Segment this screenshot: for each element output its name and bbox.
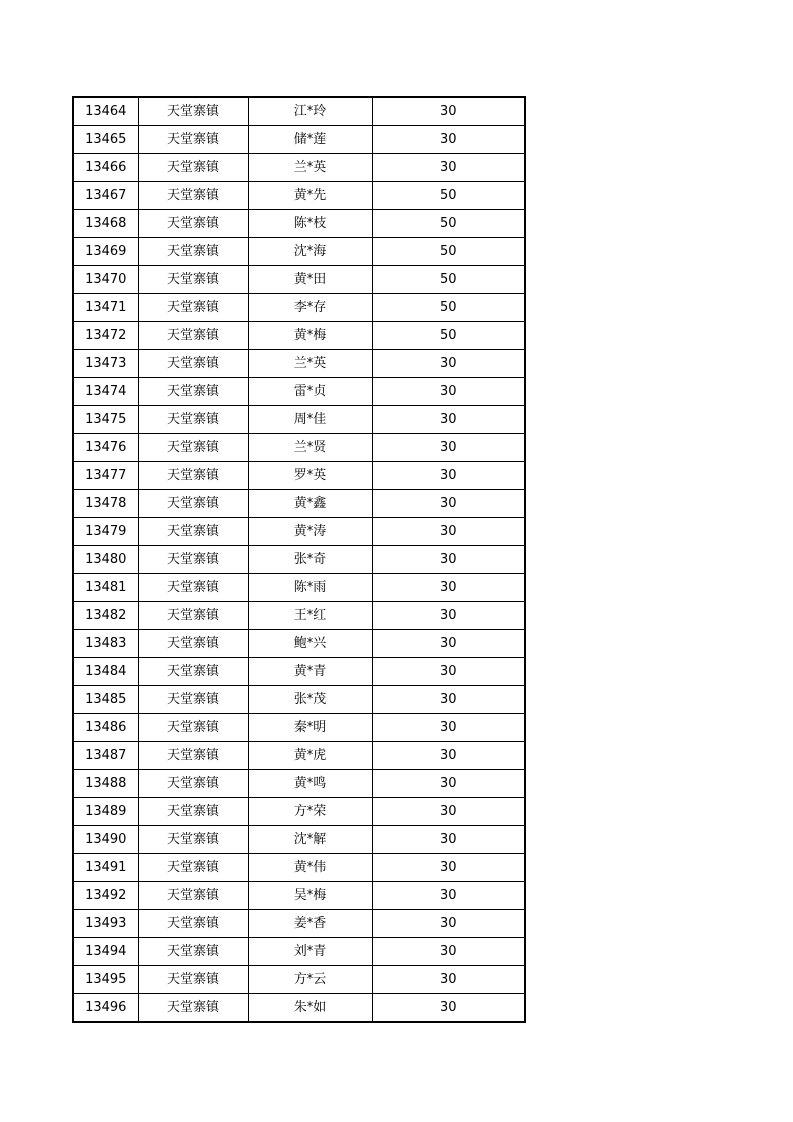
cell-town: 天堂寨镇 bbox=[138, 182, 248, 210]
cell-town: 天堂寨镇 bbox=[138, 126, 248, 154]
table-row bbox=[73, 798, 525, 826]
cell-name: 江*玲 bbox=[248, 97, 372, 126]
cell-town: 天堂寨镇 bbox=[138, 266, 248, 294]
cell-name: 雷*贞 bbox=[248, 378, 372, 406]
cell-name: 兰*贤 bbox=[248, 434, 372, 462]
cell-id: 13478 bbox=[73, 490, 138, 518]
cell-id: 13496 bbox=[73, 994, 138, 1023]
cell-amount: 30 bbox=[372, 966, 525, 994]
cell-id: 13482 bbox=[73, 602, 138, 630]
table-row bbox=[73, 238, 525, 266]
cell-amount: 30 bbox=[372, 686, 525, 714]
cell-name: 黄*田 bbox=[248, 266, 372, 294]
table-row bbox=[73, 966, 525, 994]
table-row bbox=[73, 742, 525, 770]
table-row bbox=[73, 882, 525, 910]
cell-id: 13484 bbox=[73, 658, 138, 686]
cell-town: 天堂寨镇 bbox=[138, 854, 248, 882]
cell-town: 天堂寨镇 bbox=[138, 154, 248, 182]
data-table bbox=[72, 96, 526, 1023]
cell-name: 黄*伟 bbox=[248, 854, 372, 882]
cell-amount: 30 bbox=[372, 602, 525, 630]
table-row bbox=[73, 994, 525, 1023]
cell-id: 13475 bbox=[73, 406, 138, 434]
cell-amount: 30 bbox=[372, 490, 525, 518]
table-row bbox=[73, 630, 525, 658]
cell-town: 天堂寨镇 bbox=[138, 882, 248, 910]
cell-name: 黄*鑫 bbox=[248, 490, 372, 518]
cell-id: 13487 bbox=[73, 742, 138, 770]
cell-name: 沈*解 bbox=[248, 826, 372, 854]
cell-town: 天堂寨镇 bbox=[138, 742, 248, 770]
cell-amount: 30 bbox=[372, 97, 525, 126]
table-row bbox=[73, 378, 525, 406]
cell-name: 储*莲 bbox=[248, 126, 372, 154]
cell-amount: 30 bbox=[372, 546, 525, 574]
cell-name: 沈*海 bbox=[248, 238, 372, 266]
cell-town: 天堂寨镇 bbox=[138, 434, 248, 462]
cell-town: 天堂寨镇 bbox=[138, 238, 248, 266]
cell-id: 13481 bbox=[73, 574, 138, 602]
table-row bbox=[73, 938, 525, 966]
table-row bbox=[73, 182, 525, 210]
cell-name: 方*荣 bbox=[248, 798, 372, 826]
cell-name: 罗*英 bbox=[248, 462, 372, 490]
cell-town: 天堂寨镇 bbox=[138, 798, 248, 826]
cell-id: 13483 bbox=[73, 630, 138, 658]
cell-amount: 50 bbox=[372, 266, 525, 294]
cell-id: 13466 bbox=[73, 154, 138, 182]
cell-id: 13471 bbox=[73, 294, 138, 322]
cell-name: 兰*英 bbox=[248, 154, 372, 182]
cell-name: 吴*梅 bbox=[248, 882, 372, 910]
table-row bbox=[73, 574, 525, 602]
table-row bbox=[73, 714, 525, 742]
cell-name: 鲍*兴 bbox=[248, 630, 372, 658]
cell-town: 天堂寨镇 bbox=[138, 770, 248, 798]
cell-id: 13479 bbox=[73, 518, 138, 546]
cell-amount: 30 bbox=[372, 518, 525, 546]
cell-amount: 50 bbox=[372, 322, 525, 350]
cell-town: 天堂寨镇 bbox=[138, 574, 248, 602]
table-row bbox=[73, 97, 525, 126]
cell-id: 13490 bbox=[73, 826, 138, 854]
table-row bbox=[73, 602, 525, 630]
table-row bbox=[73, 126, 525, 154]
cell-amount: 30 bbox=[372, 126, 525, 154]
cell-name: 姜*香 bbox=[248, 910, 372, 938]
cell-name: 黄*涛 bbox=[248, 518, 372, 546]
cell-amount: 30 bbox=[372, 826, 525, 854]
cell-name: 陈*枝 bbox=[248, 210, 372, 238]
cell-town: 天堂寨镇 bbox=[138, 97, 248, 126]
cell-amount: 50 bbox=[372, 182, 525, 210]
cell-id: 13485 bbox=[73, 686, 138, 714]
cell-town: 天堂寨镇 bbox=[138, 826, 248, 854]
cell-town: 天堂寨镇 bbox=[138, 462, 248, 490]
cell-town: 天堂寨镇 bbox=[138, 406, 248, 434]
cell-name: 朱*如 bbox=[248, 994, 372, 1023]
cell-amount: 30 bbox=[372, 742, 525, 770]
cell-id: 13472 bbox=[73, 322, 138, 350]
cell-town: 天堂寨镇 bbox=[138, 658, 248, 686]
cell-name: 黄*青 bbox=[248, 658, 372, 686]
table-row bbox=[73, 154, 525, 182]
cell-id: 13477 bbox=[73, 462, 138, 490]
cell-id: 13470 bbox=[73, 266, 138, 294]
cell-id: 13495 bbox=[73, 966, 138, 994]
cell-amount: 30 bbox=[372, 378, 525, 406]
cell-id: 13486 bbox=[73, 714, 138, 742]
cell-id: 13469 bbox=[73, 238, 138, 266]
cell-name: 陈*雨 bbox=[248, 574, 372, 602]
cell-amount: 30 bbox=[372, 770, 525, 798]
cell-amount: 30 bbox=[372, 882, 525, 910]
cell-town: 天堂寨镇 bbox=[138, 910, 248, 938]
cell-name: 王*红 bbox=[248, 602, 372, 630]
cell-id: 13493 bbox=[73, 910, 138, 938]
cell-amount: 30 bbox=[372, 994, 525, 1023]
cell-amount: 50 bbox=[372, 294, 525, 322]
cell-amount: 30 bbox=[372, 910, 525, 938]
table-row bbox=[73, 658, 525, 686]
table-row bbox=[73, 546, 525, 574]
cell-id: 13494 bbox=[73, 938, 138, 966]
cell-town: 天堂寨镇 bbox=[138, 714, 248, 742]
table-row bbox=[73, 462, 525, 490]
table-row bbox=[73, 490, 525, 518]
cell-id: 13476 bbox=[73, 434, 138, 462]
cell-town: 天堂寨镇 bbox=[138, 294, 248, 322]
table-row bbox=[73, 266, 525, 294]
cell-amount: 30 bbox=[372, 406, 525, 434]
table-row bbox=[73, 826, 525, 854]
cell-amount: 30 bbox=[372, 462, 525, 490]
cell-amount: 30 bbox=[372, 434, 525, 462]
cell-town: 天堂寨镇 bbox=[138, 350, 248, 378]
cell-town: 天堂寨镇 bbox=[138, 322, 248, 350]
table-row bbox=[73, 406, 525, 434]
cell-name: 张*奇 bbox=[248, 546, 372, 574]
cell-name: 方*云 bbox=[248, 966, 372, 994]
table-row bbox=[73, 854, 525, 882]
cell-name: 兰*英 bbox=[248, 350, 372, 378]
cell-name: 周*佳 bbox=[248, 406, 372, 434]
cell-town: 天堂寨镇 bbox=[138, 686, 248, 714]
cell-amount: 30 bbox=[372, 658, 525, 686]
cell-amount: 30 bbox=[372, 714, 525, 742]
cell-name: 刘*青 bbox=[248, 938, 372, 966]
cell-amount: 30 bbox=[372, 350, 525, 378]
cell-amount: 30 bbox=[372, 798, 525, 826]
cell-id: 13489 bbox=[73, 798, 138, 826]
table-row bbox=[73, 322, 525, 350]
cell-town: 天堂寨镇 bbox=[138, 378, 248, 406]
cell-town: 天堂寨镇 bbox=[138, 938, 248, 966]
cell-amount: 30 bbox=[372, 154, 525, 182]
cell-name: 黄*梅 bbox=[248, 322, 372, 350]
cell-town: 天堂寨镇 bbox=[138, 602, 248, 630]
cell-town: 天堂寨镇 bbox=[138, 966, 248, 994]
cell-name: 黄*鸣 bbox=[248, 770, 372, 798]
cell-id: 13488 bbox=[73, 770, 138, 798]
cell-town: 天堂寨镇 bbox=[138, 490, 248, 518]
cell-amount: 50 bbox=[372, 210, 525, 238]
table-row bbox=[73, 434, 525, 462]
cell-name: 黄*虎 bbox=[248, 742, 372, 770]
cell-id: 13491 bbox=[73, 854, 138, 882]
table-row bbox=[73, 210, 525, 238]
cell-amount: 30 bbox=[372, 574, 525, 602]
table-row bbox=[73, 686, 525, 714]
cell-amount: 30 bbox=[372, 938, 525, 966]
cell-name: 李*存 bbox=[248, 294, 372, 322]
cell-id: 13467 bbox=[73, 182, 138, 210]
table-row bbox=[73, 518, 525, 546]
cell-amount: 50 bbox=[372, 238, 525, 266]
table-row bbox=[73, 294, 525, 322]
cell-amount: 30 bbox=[372, 630, 525, 658]
cell-id: 13465 bbox=[73, 126, 138, 154]
cell-id: 13464 bbox=[73, 97, 138, 126]
cell-name: 秦*明 bbox=[248, 714, 372, 742]
table-body bbox=[73, 97, 525, 1022]
cell-town: 天堂寨镇 bbox=[138, 546, 248, 574]
cell-id: 13492 bbox=[73, 882, 138, 910]
cell-id: 13480 bbox=[73, 546, 138, 574]
cell-amount: 30 bbox=[372, 854, 525, 882]
cell-id: 13468 bbox=[73, 210, 138, 238]
cell-town: 天堂寨镇 bbox=[138, 210, 248, 238]
cell-name: 张*茂 bbox=[248, 686, 372, 714]
cell-town: 天堂寨镇 bbox=[138, 518, 248, 546]
table-row bbox=[73, 910, 525, 938]
cell-name: 黄*先 bbox=[248, 182, 372, 210]
cell-id: 13474 bbox=[73, 378, 138, 406]
cell-id: 13473 bbox=[73, 350, 138, 378]
table-row bbox=[73, 350, 525, 378]
table-row bbox=[73, 770, 525, 798]
cell-town: 天堂寨镇 bbox=[138, 630, 248, 658]
cell-town: 天堂寨镇 bbox=[138, 994, 248, 1023]
